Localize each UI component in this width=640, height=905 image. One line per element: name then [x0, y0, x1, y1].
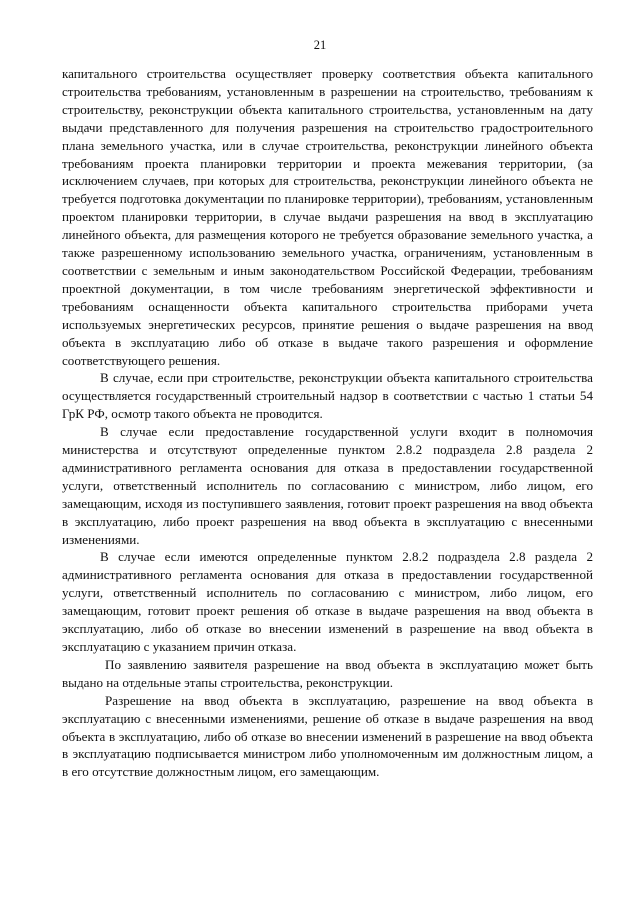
paragraph-signing-authority: Разрешение на ввод объекта в эксплуатацию, разрешение на ввод объекта в эксплуатацию с внесенными изменениями, решение об отказе в выдаче разрешения на ввод объекта в эксплуатацию, либо об отказе во внесении изменений в разрешение на ввод объекта в эксплуатацию подписывается министром либо уполномоченным им должностным лицом, а в его отсутствие должностным лицом, его замещающим. [62, 692, 593, 780]
paragraph-refusal-preparation: В случае если имеются определенные пунктом 2.8.2 подраздела 2.8 раздела 2 административного регламента основания для отказа в предоставлении государственной услуги, ответственный исполнитель по согласованию с министром, либо лицом, его замещающим, готовит проект решения об отказе в выдаче разрешения на ввод объекта в эксплуатацию, либо об отказе во внесении изменений в разрешение на ввод объекта в эксплуатацию с указанием причин отказа. [62, 549, 593, 654]
paragraph-permit-preparation: В случае если предоставление государственной услуги входит в полномочия министерства и отсутствуют определенные пунктом 2.8.2 подраздела 2.8 раздела 2 административного регламента основания для отказа в предоставлении государственной услуги, ответственный исполнитель по согласованию с министром, либо лицом, его замещающим, исходя из поступившего заявления, готовит проект разрешения на ввод объекта в эксплуатацию, либо проект разрешения на ввод объекта в эксплуатацию с внесенными изменениями. [62, 424, 593, 547]
paragraph-continuation: капитального строительства осуществляет проверку соответствия объекта капитального строительства требованиям, установленным в разрешении на строительство, требованиям к строительству, реконструкции объекта капитального строительства, установленным на дату выдачи представленного для получения разрешения на строительство градостроительного плана земельного участка, или в случае строительства, реконструкции линейного объекта требованиям проекта планировки территории и проекта межевания территории, (за исключением случаев, при которых для строительства, реконструкции линейного объекта не требуется подготовка документации по планировке территории), требованиям, установленным проектом планировки территории, в случае выдачи разрешения на ввод в эксплуатацию линейного объекта, для размещения которого не требуется образование земельного участка, а также разрешенному использованию земельного участка, ограничениям, установленным в соответствии с земельным и иным законодательством Российской Федерации, требованиям проектной документации, в том числе требованиям энергетической эффективности и требованиям оснащенности объекта капитального строительства приборами учета используемых энергетических ресурсов, принятие решения о выдаче разрешения на ввод объекта в эксплуатацию либо об отказе в выдаче такого разрешения и оформление соответствующего решения. [62, 66, 593, 368]
paragraph-state-supervision: В случае, если при строительстве, реконструкции объекта капитального строительства осуществляется государственный строительный надзор в соответствии с частью 1 статьи 54 ГрК РФ, осмотр такого объекта не проводится. [62, 370, 593, 422]
document-body [62, 65, 593, 781]
paragraph-construction-stages: По заявлению заявителя разрешение на ввод объекта в эксплуатацию может быть выдано на отдельные этапы строительства, реконструкции. [62, 656, 593, 690]
page-number: 21 [313, 38, 327, 52]
